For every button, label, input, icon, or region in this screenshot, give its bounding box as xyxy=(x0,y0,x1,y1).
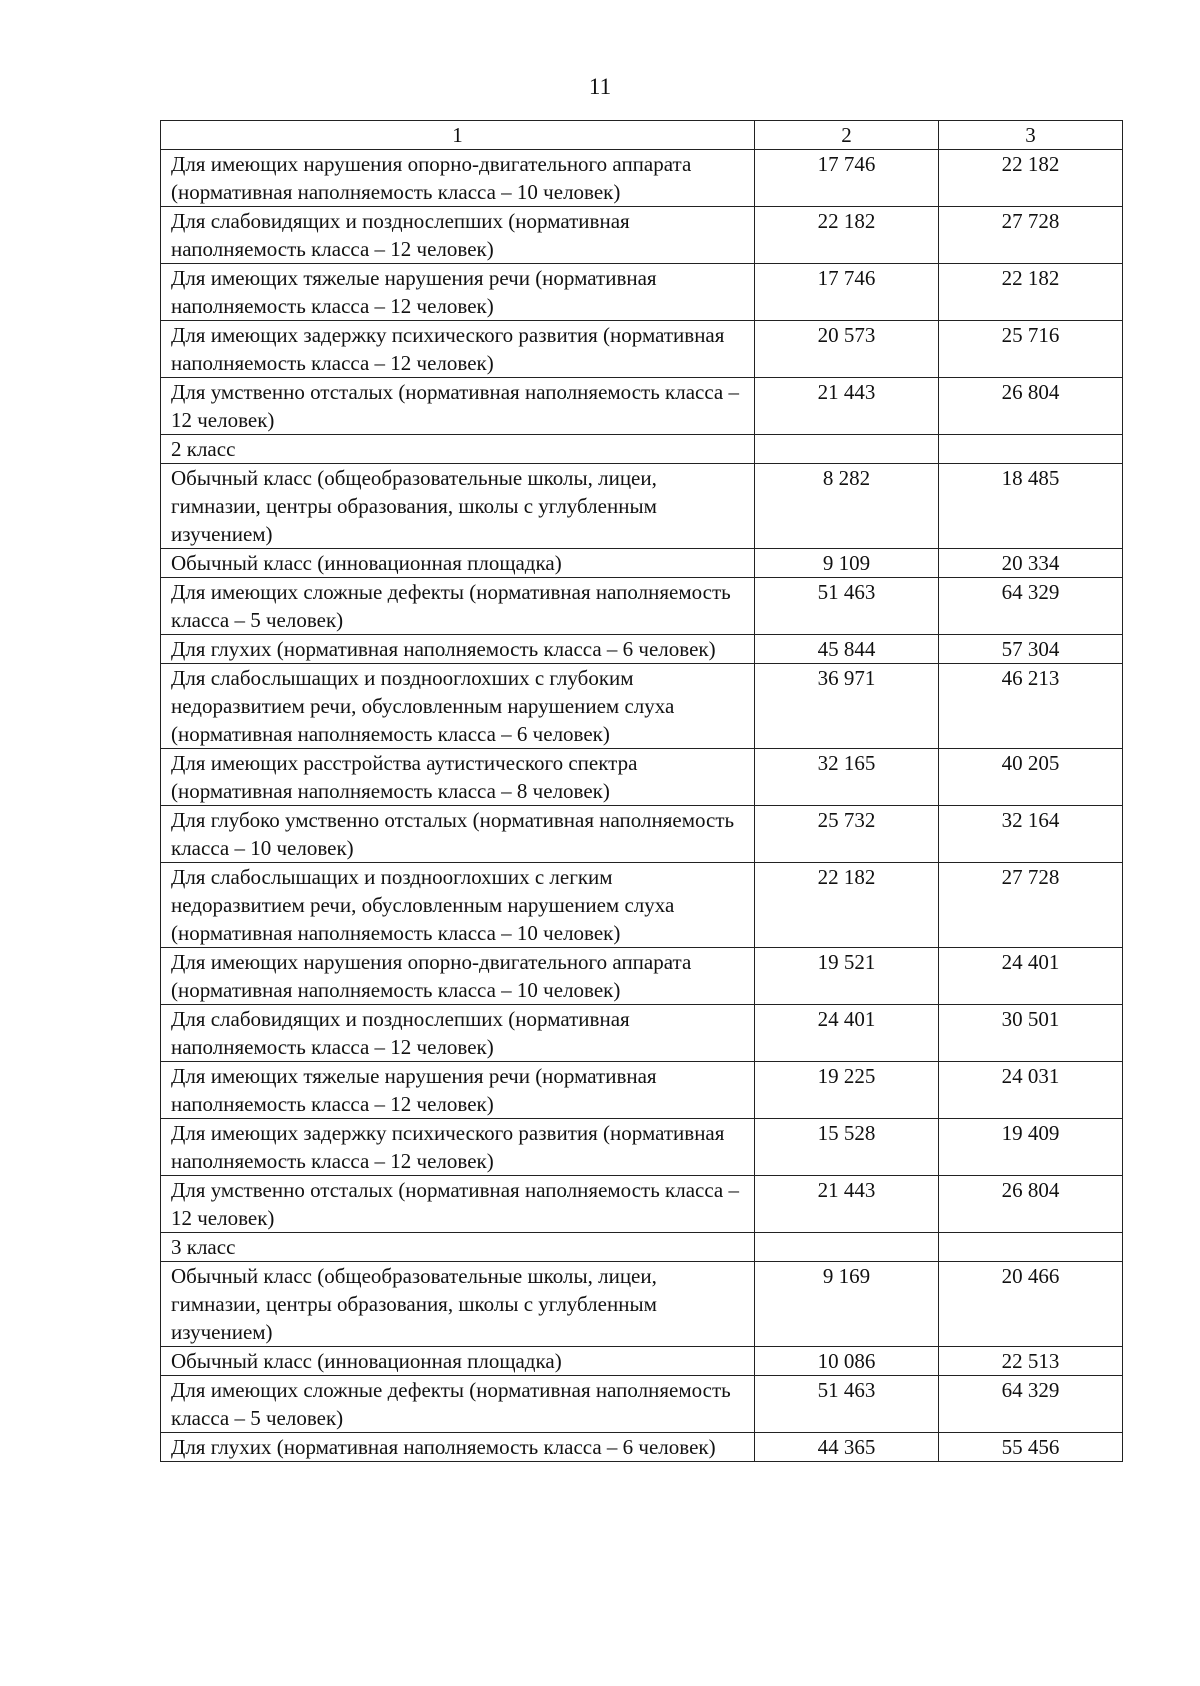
value-column-3: 26 804 xyxy=(939,1176,1123,1233)
table-row xyxy=(161,664,1123,749)
value-column-3: 27 728 xyxy=(939,207,1123,264)
value-column-2: 24 401 xyxy=(755,1005,939,1062)
row-label: Обычный класс (инновационная площадка) xyxy=(161,1347,755,1376)
row-label: Для слабослышащих и позднооглохших с глубоким недоразвитием речи, обусловленным нарушением слуха (нормативная наполняемость класса – 6 человек) xyxy=(161,664,755,749)
value-column-2: 20 573 xyxy=(755,321,939,378)
value-column-2: 51 463 xyxy=(755,578,939,635)
value-column-3: 19 409 xyxy=(939,1119,1123,1176)
value-column-3: 57 304 xyxy=(939,635,1123,664)
value-column-3: 55 456 xyxy=(939,1433,1123,1462)
section-row xyxy=(161,1233,1123,1262)
row-label: Для имеющих тяжелые нарушения речи (нормативная наполняемость класса – 12 человек) xyxy=(161,264,755,321)
value-column-3: 32 164 xyxy=(939,806,1123,863)
value-column-3 xyxy=(939,435,1123,464)
table-row xyxy=(161,1433,1123,1462)
value-column-2: 21 443 xyxy=(755,378,939,435)
table-row xyxy=(161,1176,1123,1233)
row-label: Для имеющих нарушения опорно-двигательного аппарата (нормативная наполняемость класса – 10 человек) xyxy=(161,150,755,207)
value-column-2: 17 746 xyxy=(755,264,939,321)
value-column-2: 45 844 xyxy=(755,635,939,664)
value-column-2: 22 182 xyxy=(755,207,939,264)
table-row xyxy=(161,321,1123,378)
table-row xyxy=(161,264,1123,321)
row-label: Для имеющих сложные дефекты (нормативная наполняемость класса – 5 человек) xyxy=(161,1376,755,1433)
row-label: Обычный класс (инновационная площадка) xyxy=(161,549,755,578)
row-label: Для слабовидящих и позднослепших (нормативная наполняемость класса – 12 человек) xyxy=(161,1005,755,1062)
row-label: Для имеющих сложные дефекты (нормативная наполняемость класса – 5 человек) xyxy=(161,578,755,635)
value-column-2: 44 365 xyxy=(755,1433,939,1462)
value-column-3: 46 213 xyxy=(939,664,1123,749)
value-column-2: 36 971 xyxy=(755,664,939,749)
table-row xyxy=(161,863,1123,948)
table-header-row xyxy=(161,121,1123,150)
row-label: Для глухих (нормативная наполняемость класса – 6 человек) xyxy=(161,635,755,664)
value-column-3: 25 716 xyxy=(939,321,1123,378)
table-row xyxy=(161,1347,1123,1376)
value-column-3: 64 329 xyxy=(939,578,1123,635)
value-column-2: 9 109 xyxy=(755,549,939,578)
value-column-2: 22 182 xyxy=(755,863,939,948)
row-label: Для глухих (нормативная наполняемость класса – 6 человек) xyxy=(161,1433,755,1462)
value-column-3: 22 513 xyxy=(939,1347,1123,1376)
table-body xyxy=(161,150,1123,1462)
row-label: Для имеющих нарушения опорно-двигательного аппарата (нормативная наполняемость класса – 10 человек) xyxy=(161,948,755,1005)
value-column-2: 17 746 xyxy=(755,150,939,207)
table-row xyxy=(161,578,1123,635)
value-column-2: 51 463 xyxy=(755,1376,939,1433)
value-column-2 xyxy=(755,435,939,464)
value-column-2: 19 225 xyxy=(755,1062,939,1119)
row-label: Для имеющих тяжелые нарушения речи (нормативная наполняемость класса – 12 человек) xyxy=(161,1062,755,1119)
row-label: Для умственно отсталых (нормативная наполняемость класса – 12 человек) xyxy=(161,1176,755,1233)
column-header-1: 1 xyxy=(161,121,755,150)
table-row xyxy=(161,749,1123,806)
table-row xyxy=(161,806,1123,863)
table-row xyxy=(161,1262,1123,1347)
value-column-3: 30 501 xyxy=(939,1005,1123,1062)
value-column-3: 64 329 xyxy=(939,1376,1123,1433)
value-column-3: 24 031 xyxy=(939,1062,1123,1119)
table-row xyxy=(161,549,1123,578)
value-column-3: 26 804 xyxy=(939,378,1123,435)
value-column-3: 40 205 xyxy=(939,749,1123,806)
value-column-2: 8 282 xyxy=(755,464,939,549)
value-column-3: 20 334 xyxy=(939,549,1123,578)
section-label: 2 класс xyxy=(161,435,755,464)
value-column-3: 18 485 xyxy=(939,464,1123,549)
section-label: 3 класс xyxy=(161,1233,755,1262)
value-column-2: 19 521 xyxy=(755,948,939,1005)
table-row xyxy=(161,1119,1123,1176)
row-label: Для слабовидящих и позднослепших (нормативная наполняемость класса – 12 человек) xyxy=(161,207,755,264)
value-column-2 xyxy=(755,1233,939,1262)
funding-table xyxy=(160,120,1123,1462)
row-label: Для глубоко умственно отсталых (нормативная наполняемость класса – 10 человек) xyxy=(161,806,755,863)
table-row xyxy=(161,1005,1123,1062)
table-row xyxy=(161,635,1123,664)
column-header-2: 2 xyxy=(755,121,939,150)
row-label: Обычный класс (общеобразовательные школы, лицеи, гимназии, центры образования, школы с углубленным изучением) xyxy=(161,1262,755,1347)
row-label: Для имеющих расстройства аутистического спектра (нормативная наполняемость класса – 8 человек) xyxy=(161,749,755,806)
row-label: Для умственно отсталых (нормативная наполняемость класса – 12 человек) xyxy=(161,378,755,435)
table-row xyxy=(161,948,1123,1005)
value-column-3: 20 466 xyxy=(939,1262,1123,1347)
value-column-2: 9 169 xyxy=(755,1262,939,1347)
table-row xyxy=(161,464,1123,549)
row-label: Обычный класс (общеобразовательные школы, лицеи, гимназии, центры образования, школы с углубленным изучением) xyxy=(161,464,755,549)
value-column-3 xyxy=(939,1233,1123,1262)
section-row xyxy=(161,435,1123,464)
value-column-2: 25 732 xyxy=(755,806,939,863)
value-column-3: 22 182 xyxy=(939,264,1123,321)
page-number: 11 xyxy=(588,74,612,99)
value-column-2: 10 086 xyxy=(755,1347,939,1376)
value-column-2: 32 165 xyxy=(755,749,939,806)
value-column-3: 24 401 xyxy=(939,948,1123,1005)
table-row xyxy=(161,150,1123,207)
value-column-3: 22 182 xyxy=(939,150,1123,207)
table-row xyxy=(161,1376,1123,1433)
table-row xyxy=(161,207,1123,264)
row-label: Для имеющих задержку психического развития (нормативная наполняемость класса – 12 человек) xyxy=(161,1119,755,1176)
column-header-3: 3 xyxy=(939,121,1123,150)
value-column-2: 21 443 xyxy=(755,1176,939,1233)
value-column-3: 27 728 xyxy=(939,863,1123,948)
value-column-2: 15 528 xyxy=(755,1119,939,1176)
table-row xyxy=(161,1062,1123,1119)
row-label: Для имеющих задержку психического развития (нормативная наполняемость класса – 12 человек) xyxy=(161,321,755,378)
table-row xyxy=(161,378,1123,435)
row-label: Для слабослышащих и позднооглохших с легким недоразвитием речи, обусловленным нарушением слуха (нормативная наполняемость класса – 10 человек) xyxy=(161,863,755,948)
